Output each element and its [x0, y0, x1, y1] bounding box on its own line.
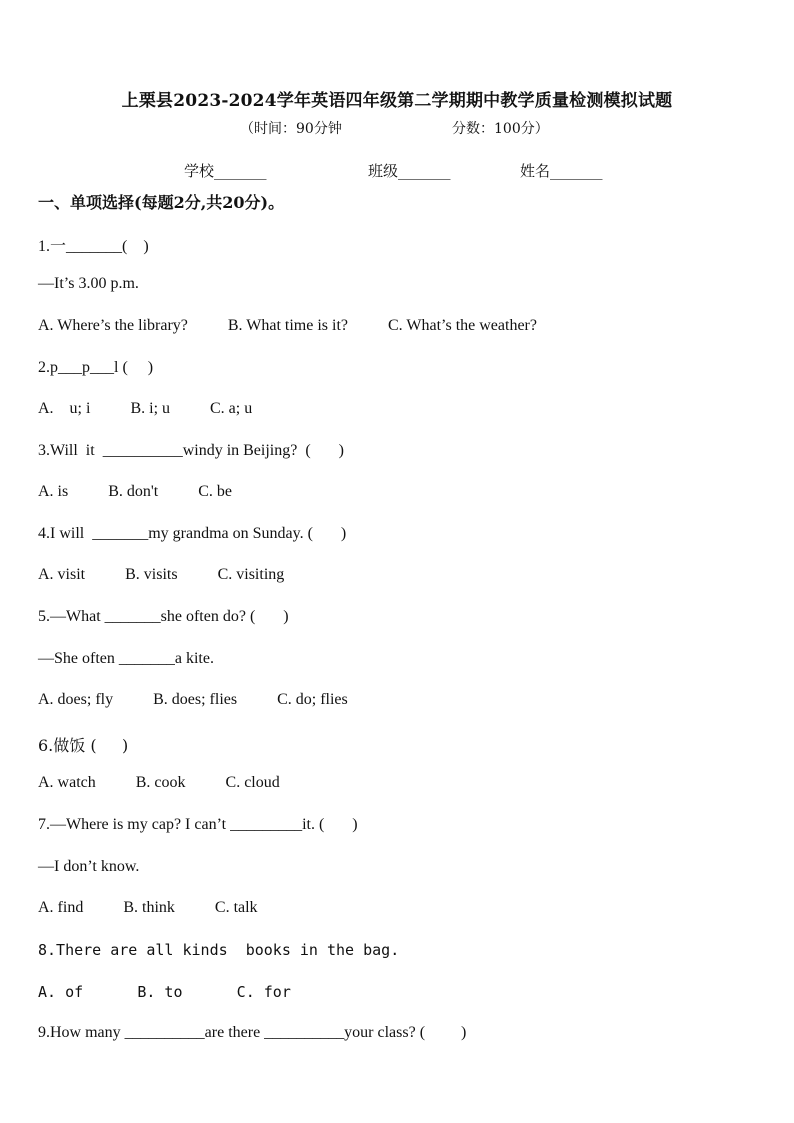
section-heading: 一、单项选择(每题2分,共20分)。 [38, 193, 285, 212]
question-7-answer: —I don’t know. [38, 858, 140, 875]
question-1-answer: —It’s 3.00 p.m. [38, 275, 139, 292]
school-field: 学校_______ [184, 162, 267, 180]
question-3: 3.Will it __________windy in Beijing? ( ) [38, 442, 344, 459]
question-1: 1.一_______( ) [38, 238, 149, 255]
question-5-options: A. does; fly B. does; flies C. do; flies [38, 691, 348, 708]
question-4: 4.I will _______my grandma on Sunday. ( ) [38, 525, 347, 542]
question-9: 9.How many __________are there __________your class? ( ) [38, 1024, 467, 1041]
question-7: 7.—Where is my cap? I can’t _________it. ( ) [38, 816, 358, 833]
question-7-options: A. find B. think C. talk [38, 899, 258, 916]
exam-title: 上栗县2023-2024学年英语四年级第二学期期中教学质量检测模拟试题 [121, 91, 673, 111]
question-2-options: A. u; i B. i; u C. a; u [38, 400, 253, 417]
question-5-answer: —She often _______a kite. [38, 650, 214, 667]
question-8-options: A. of B. to C. for [38, 983, 291, 1001]
question-6: 6.做饭 ( ) [38, 736, 129, 755]
exam-score: 分数：100分） [452, 121, 549, 137]
class-field: 班级_______ [368, 162, 451, 180]
question-2: 2.p___p___l ( ) [38, 359, 154, 376]
question-6-options: A. watch B. cook C. cloud [38, 774, 280, 791]
question-4-options: A. visit B. visits C. visiting [38, 566, 285, 583]
exam-time: （时间：90分钟 [240, 121, 342, 137]
name-field: 姓名_______ [520, 162, 603, 180]
question-5: 5.—What _______she often do? ( ) [38, 608, 289, 625]
question-8: 8.There are all kinds books in the bag. [38, 941, 400, 959]
question-3-options: A. is B. don't C. be [38, 483, 232, 500]
question-1-options: A. Where’s the library? B. What time is it? C. What’s the weather? [38, 317, 537, 334]
